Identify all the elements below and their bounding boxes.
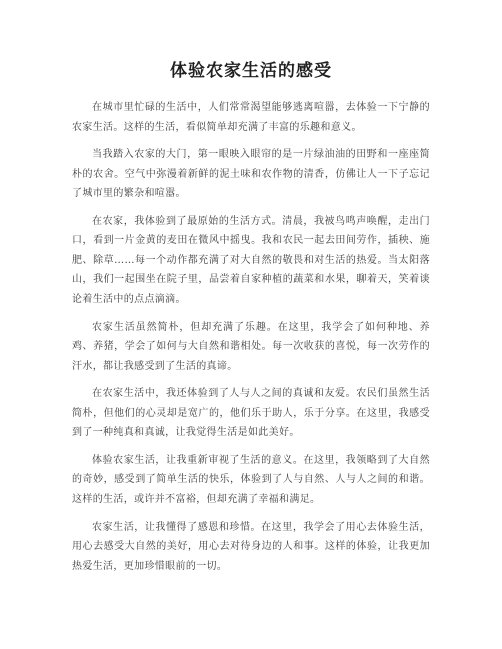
paragraph-3: 在农家，我体验到了最原始的生活方式。清晨，我被鸟鸣声唤醒，走出门口，看到一片金黄的麦田在微风中摇曳。我和农民一起去田间劳作，插秧、施肥、除草……每一个动作都充满了对大自然的敬畏和对生活的热爱。当太阳落山，我们一起围坐在院子里，品尝着自家种植的蔬菜和水果，聊着天，笑着谈论着生活中的点点滴滴。 (72, 215, 430, 305)
document-title: 体验农家生活的感受 (170, 61, 332, 81)
paragraph-5: 在农家生活中，我还体验到了人与人之间的真诚和友爱。农民们虽然生活简朴，但他们的心灵却是宽广的，他们乐于助人，乐于分享。在这里，我感受到了一种纯真和真诚，让我觉得生活是如此美好。 (72, 388, 430, 439)
paragraph-7: 农家生活，让我懂得了感恩和珍惜。在这里，我学会了用心去体验生活，用心去感受大自然的美好，用心去对待身边的人和事。这样的体验，让我更加热爱生活，更加珍惜眼前的一切。 (72, 521, 430, 572)
paragraph-4: 农家生活虽然简朴，但却充满了乐趣。在这里，我学会了如何种地、养鸡、养猪，学会了如何与大自然和谐相处。每一次收获的喜悦，每一次劳作的汗水，都让我感受到了生活的真谛。 (72, 321, 430, 372)
paragraph-6: 体验农家生活，让我重新审视了生活的意义。在这里，我领略到了大自然的奇妙，感受到了简单生活的快乐，体验到了人与自然、人与人之间的和谐。这样的生活，或许并不富裕，但却充满了幸福和满足。 (72, 454, 430, 505)
paragraph-2: 当我踏入农家的大门，第一眼映入眼帘的是一片绿油油的田野和一座座简朴的农舍。空气中弥漫着新鲜的泥土味和农作物的清香，仿佛让人一下子忘记了城市里的繁杂和喧嚣。 (72, 149, 430, 200)
paragraph-1: 在城市里忙碌的生活中，人们常常渴望能够逃离喧嚣，去体验一下宁静的农家生活。这样的生活，看似简单却充满了丰富的乐趣和意义。 (72, 102, 430, 133)
